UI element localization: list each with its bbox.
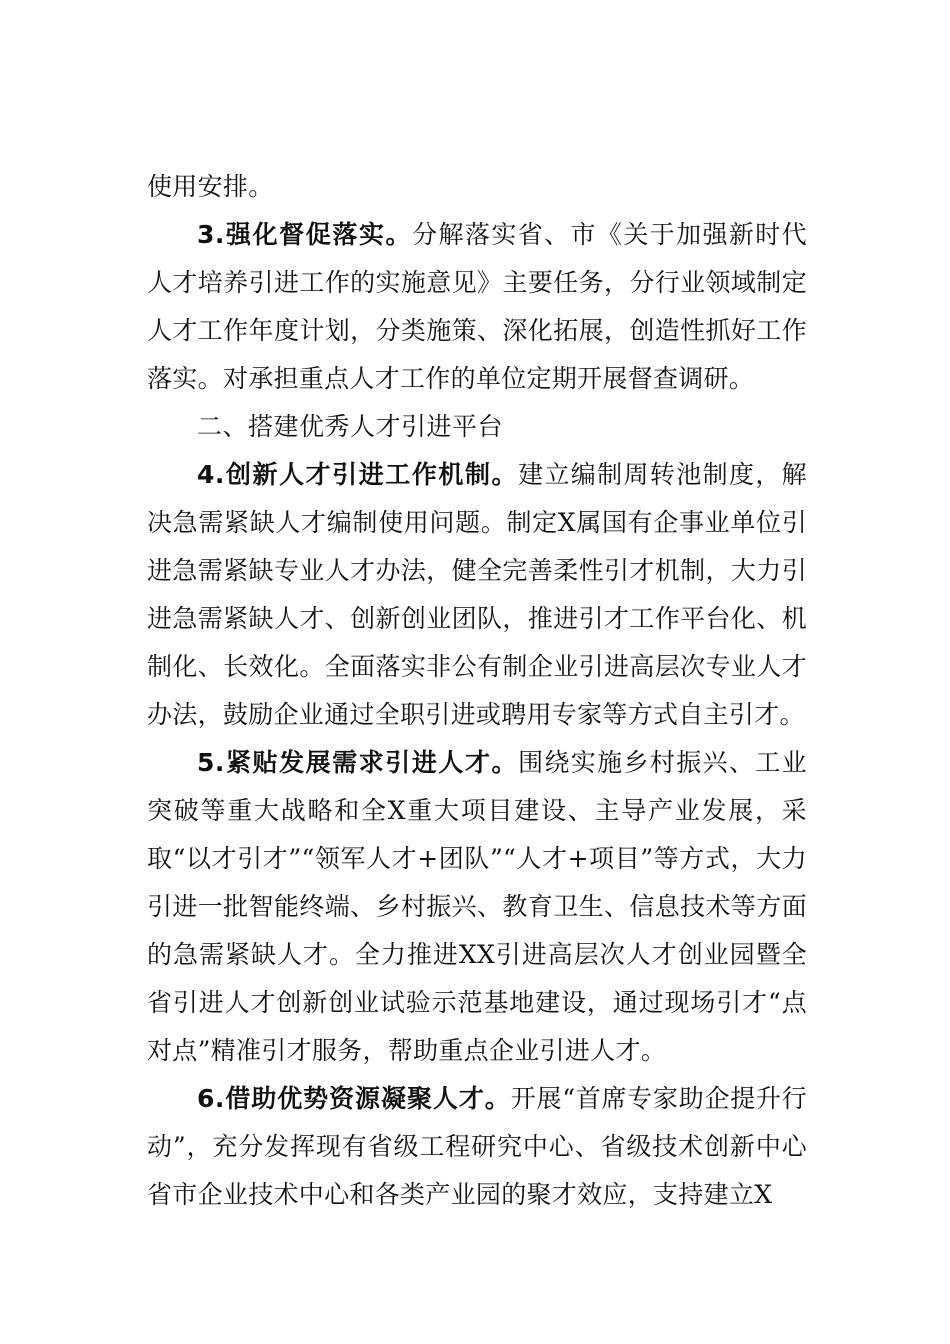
paragraph-text: 使用安排。 [147,172,274,201]
document-body [147,163,807,1219]
paragraph-item-5 [147,739,807,1075]
paragraph-text: 围绕实施乡村振兴、工业突破等重大战略和全X重大项目建设、主导产业发展，采取“以才引才”“领军人才+团队”“人才+项目”等方式，大力引进一批智能终端、乡村振兴、教育卫生、信息技术等方面的急需紧缺人才。全力推进XX引进高层次人才创业园暨全省引进人才创新创业试验示范基地建设，通过现场引才“点对点”精准引才服务，帮助重点企业引进人才。 [147,748,807,1065]
paragraph-lead: 6.借助优势资源凝聚人才。 [197,1084,511,1113]
paragraph-text: 建立编制周转池制度，解决急需紧缺人才编制使用问题。制定X属国有企事业单位引进急需紧缺专业人才办法，健全完善柔性引才机制，大力引进急需紧缺人才、创新创业团队，推进引才工作平台化、机制化、长效化。全面落实非公有制企业引进高层次专业人才办法，鼓励企业通过全职引进或聘用专家等方式自主引才。 [147,460,807,729]
paragraph-lead: 3.强化督促落实。 [197,220,413,249]
paragraph-item-3 [147,211,807,403]
paragraph-item-4 [147,451,807,739]
paragraph-text: 分解落实省、市《关于加强新时代人才培养引进工作的实施意见》主要任务，分行业领域制定人才工作年度计划，分类施策、深化拓展，创造性抓好工作落实。对承担重点人才工作的单位定期开展督查调研。 [147,220,807,393]
section-heading-text: 二、搭建优秀人才引进平台 [197,412,504,441]
section-heading [147,403,807,451]
paragraph-text: 开展“首席专家助企提升行动”，充分发挥现有省级工程研究中心、省级技术创新中心省市企业技术中心和各类产业园的聚才效应，支持建立X [147,1084,807,1209]
paragraph-continuation [147,163,807,211]
paragraph-lead: 5.紧贴发展需求引进人才。 [197,748,519,777]
paragraph-lead: 4.创新人才引进工作机制。 [197,460,519,489]
paragraph-item-6 [147,1075,807,1219]
